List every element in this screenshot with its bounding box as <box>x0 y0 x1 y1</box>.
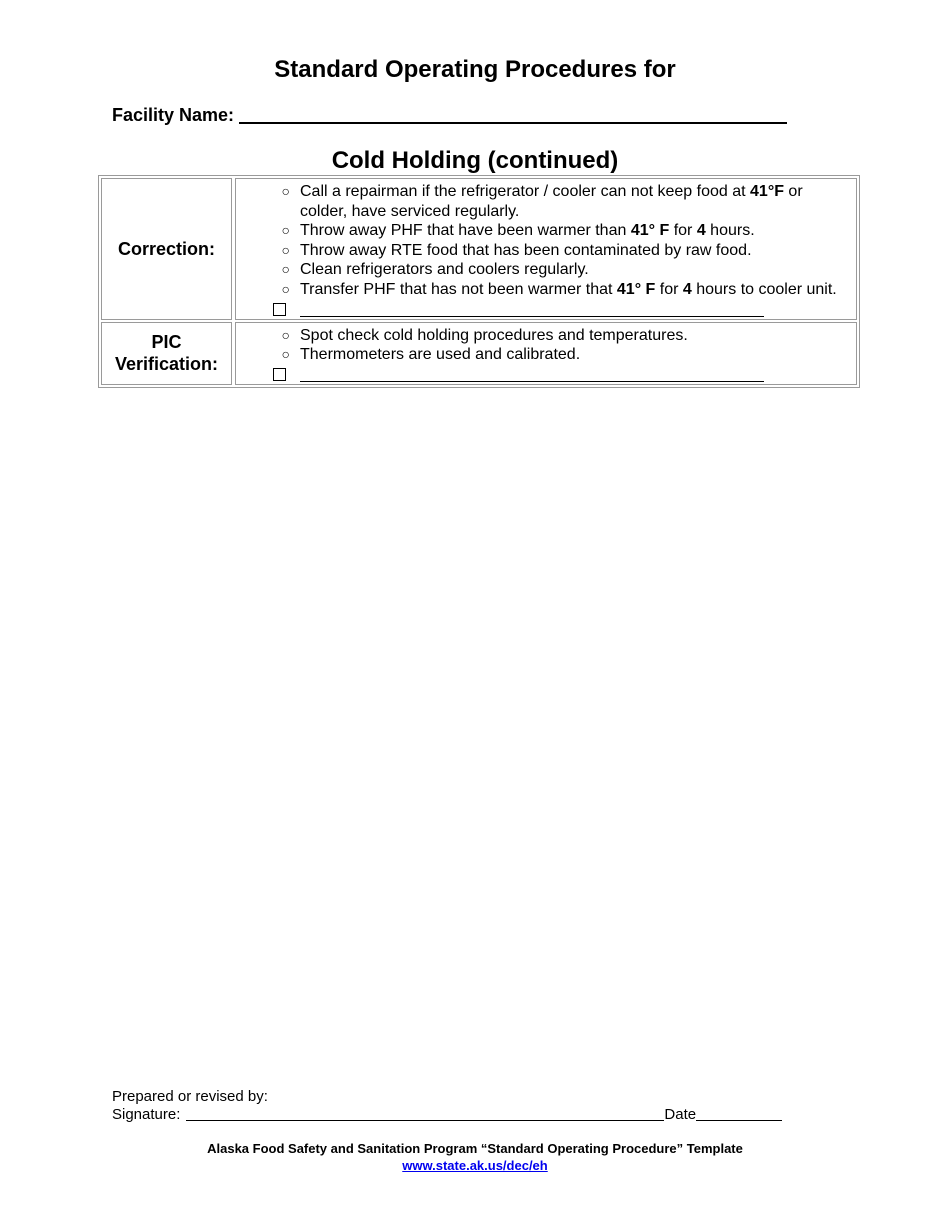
bullet-icon: ○ <box>281 241 290 258</box>
custom-entry-line[interactable] <box>300 381 764 382</box>
list-item <box>236 345 842 365</box>
table-row-correction <box>101 178 857 320</box>
date-label: Date <box>664 1106 697 1123</box>
signature-line[interactable] <box>186 1106 664 1121</box>
table-row-pic-verification <box>101 322 857 385</box>
correction-label: Correction: <box>101 178 232 320</box>
list-item-text: Transfer PHF that has not been warmer that 41° F for 4 hours to cooler unit. <box>300 280 837 298</box>
custom-entry-row <box>236 365 842 384</box>
list-item-text: Clean refrigerators and coolers regularly. <box>300 261 589 279</box>
date-line[interactable] <box>696 1106 782 1121</box>
page-title: Standard Operating Procedures for <box>274 56 676 83</box>
pic-verification-label: PIC Verification: <box>101 322 232 385</box>
facility-name-field <box>112 104 787 126</box>
bullet-icon: ○ <box>281 346 290 363</box>
custom-entry-row <box>236 300 842 319</box>
bullet-icon: ○ <box>281 261 290 278</box>
footer-link-container <box>0 1158 950 1173</box>
website-link[interactable]: www.state.ak.us/dec/eh <box>402 1158 548 1173</box>
list-item <box>236 280 842 300</box>
custom-entry-line[interactable] <box>300 316 764 317</box>
bullet-icon: ○ <box>281 280 290 297</box>
list-item <box>236 326 842 346</box>
checkbox[interactable] <box>273 303 286 316</box>
list-item-text: Spot check cold holding procedures and temperatures. <box>300 326 688 344</box>
checkbox[interactable] <box>273 368 286 381</box>
prepared-by-label: Prepared or revised by: <box>112 1088 268 1105</box>
footer-program-title: Alaska Food Safety and Sanitation Program “Standard Operating Procedure” Template <box>207 1141 743 1156</box>
procedure-table <box>98 175 860 388</box>
list-item <box>236 221 842 241</box>
bullet-icon: ○ <box>281 183 290 199</box>
list-item-text: Throw away PHF that have been warmer than 41° F for 4 hours. <box>300 222 755 240</box>
list-item <box>236 260 842 280</box>
bullet-icon: ○ <box>281 326 290 343</box>
signature-row <box>112 1106 782 1123</box>
list-item-text: Throw away RTE food that has been contaminated by raw food. <box>300 241 752 259</box>
bullet-icon: ○ <box>281 222 290 239</box>
facility-name-label: Facility Name: <box>112 105 235 125</box>
pic-verification-content <box>235 322 857 385</box>
list-item <box>236 241 842 261</box>
correction-content <box>235 178 857 320</box>
list-item <box>236 182 842 221</box>
list-item-text: Call a repairman if the refrigerator / cooler can not keep food at 41°F or colder, have serviced regularly. <box>300 183 803 220</box>
section-title: Cold Holding (continued) <box>331 147 619 174</box>
list-item-text: Thermometers are used and calibrated. <box>300 346 581 364</box>
facility-name-blank-line[interactable] <box>239 104 787 124</box>
signature-label: Signature: <box>112 1106 181 1123</box>
